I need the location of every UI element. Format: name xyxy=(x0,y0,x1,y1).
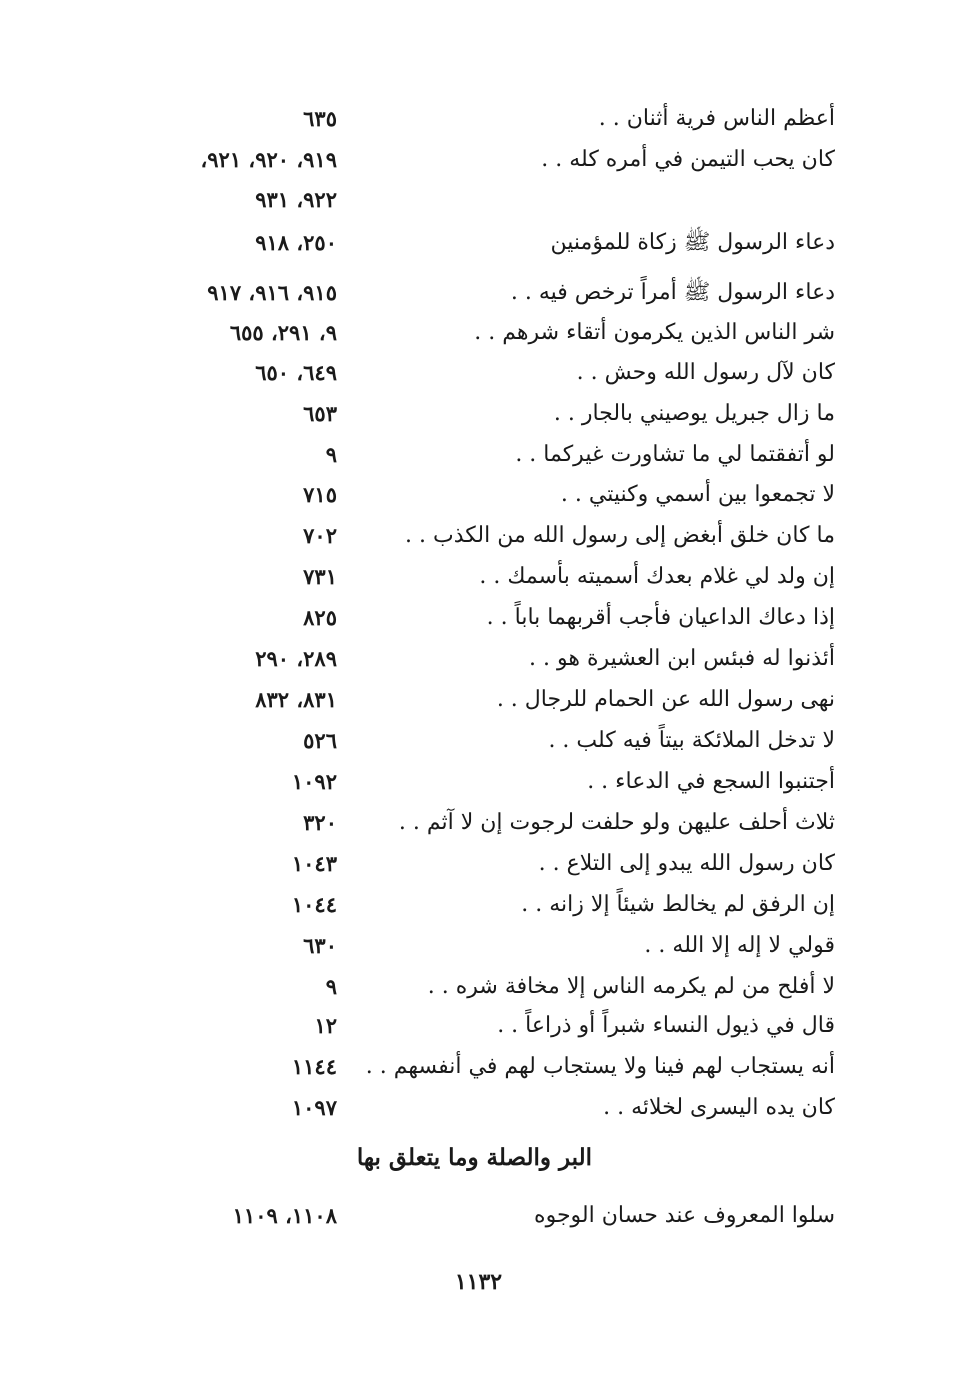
hadith-text: لو أتفقتما لي ما تشاورت غيركما . . xyxy=(515,442,835,467)
hadith-text: لا أفلح من لم يكرمه الناس إلا مخافة شره . . xyxy=(427,974,835,999)
index-entry xyxy=(115,721,835,761)
page-references: ٩١٥، ٩١٦، ٩١٧ xyxy=(207,280,337,305)
hadith-text: كان يده اليسرى لخلائه . . xyxy=(603,1095,835,1120)
page-references: ٨٣١، ٨٣٢ xyxy=(255,687,337,712)
hadith-text: قولي لا إله إلا الله . . xyxy=(644,933,835,958)
hadith-text: ما زال جبريل يوصيني بالجار . . xyxy=(553,401,835,426)
page-references: ٢٥٠، ٩١٨ xyxy=(255,230,337,255)
hadith-text: إن ولد لي غلام بعدك أسميته بأسمك . . xyxy=(479,564,835,589)
page-references: ٣٢٠ xyxy=(303,810,337,835)
index-entry xyxy=(115,516,835,556)
index-entry xyxy=(115,1088,835,1128)
page-references: ٨٢٥ xyxy=(303,605,337,630)
page-references: ٧١٥ xyxy=(303,482,337,507)
hadith-text: أجتنبوا السجع في الدعاء . . xyxy=(587,769,835,794)
index-entry xyxy=(115,435,835,475)
index-entry xyxy=(115,313,835,353)
page-references: ٩٢٢، ٩٣١ xyxy=(255,187,337,212)
index-entry xyxy=(115,223,835,263)
index-entry xyxy=(115,353,835,393)
index-entry xyxy=(115,140,835,180)
hadith-text: إذا دعاك الداعيان فأجب أقربهما باباً . . xyxy=(486,605,835,630)
index-entry xyxy=(115,557,835,597)
page-references: ١٠٩٧ xyxy=(291,1095,337,1120)
hadith-text: قال في ذيول النساء شبراً أو ذراعاً . . xyxy=(497,1013,835,1038)
hadith-text: دعاء الرسول ﷺ أمراً ترخص فيه . . xyxy=(510,280,835,305)
index-entry xyxy=(115,99,835,139)
hadith-text: دعاء الرسول ﷺ زكاة للمؤمنين xyxy=(550,230,835,255)
hadith-text: ثلاث أحلف عليهن ولو حلفت لرجوت إن لا آثم . . xyxy=(398,810,835,835)
hadith-text: شر الناس الذين يكرمون أتقاء شرهم . . xyxy=(474,320,835,345)
page-number: ١١٣٢ xyxy=(454,1269,503,1295)
hadith-text: ما كان خلق أبغض إلى رسول الله من الكذب . . xyxy=(405,523,835,548)
index-entry xyxy=(115,180,835,220)
index-entry xyxy=(115,762,835,802)
index-entry xyxy=(115,844,835,884)
index-entry xyxy=(115,273,835,313)
index-entry xyxy=(115,926,835,966)
index-entry xyxy=(115,885,835,925)
index-entry xyxy=(115,598,835,638)
page-references: ١٠٤٣ xyxy=(291,851,337,876)
page-references: ٩، ٢٩١، ٦٥٥ xyxy=(229,320,337,345)
hadith-text: أنه يستجاب لهم فينا ولا يستجاب لهم في أنفسهم . . xyxy=(365,1054,835,1079)
page-references: ١١٠٨، ١١٠٩ xyxy=(232,1203,337,1228)
page-references: ١١٤٤ xyxy=(291,1054,337,1079)
page-references: ٥٢٦ xyxy=(303,728,337,753)
hadith-text: سلوا المعروف عند حسان الوجوه xyxy=(534,1203,835,1228)
page-references: ١٢ xyxy=(314,1013,337,1038)
page-references: ٢٨٩، ٢٩٠ xyxy=(255,646,337,671)
page-references: ٦٤٩، ٦٥٠ xyxy=(255,360,337,385)
hadith-text: كان لآل رسول الله وحش . . xyxy=(576,360,835,385)
page-references: ٩١٩، ٩٢٠، ٩٢١، xyxy=(200,147,337,172)
hadith-text: إن الرفق لم يخالط شيئاً إلا زانه . . xyxy=(521,892,835,917)
hadith-text: أعظم الناس فرية أثنان . . xyxy=(598,106,835,131)
page-references: ١٠٤٤ xyxy=(291,892,337,917)
page-references: ٦٣٠ xyxy=(303,933,337,958)
index-entry xyxy=(115,967,835,1007)
page-references: ٦٥٣ xyxy=(303,401,337,426)
section-heading: البر والصلة وما يتعلق بها xyxy=(356,1144,592,1171)
hadith-text: لا تجمعوا بين أسمي وكنيتي . . xyxy=(560,482,835,507)
page-references: ٩ xyxy=(325,974,337,999)
index-entry xyxy=(115,1047,835,1087)
hadith-text: كان رسول الله يبدو إلى التلاع . . xyxy=(538,851,835,876)
index-entry xyxy=(115,803,835,843)
index-entry xyxy=(115,1006,835,1046)
page-references: ٩ xyxy=(325,442,337,467)
index-entry xyxy=(115,1196,835,1236)
page-references: ٧٠٢ xyxy=(303,523,337,548)
index-entry xyxy=(115,475,835,515)
page-references: ٦٣٥ xyxy=(303,106,337,131)
hadith-text: نهى رسول الله عن الحمام للرجال . . xyxy=(496,687,835,712)
index-entry xyxy=(115,639,835,679)
hadith-text: كان يحب التيمن في أمره كله . . xyxy=(541,147,835,172)
index-entry xyxy=(115,394,835,434)
hadith-text: أئذنوا له فبئس ابن العشيرة هو . . xyxy=(529,646,835,671)
hadith-text: لا تدخل الملائكة بيتاً فيه كلب . . xyxy=(548,728,835,753)
page-references: ١٠٩٢ xyxy=(291,769,337,794)
page-references: ٧٣١ xyxy=(303,564,337,589)
index-entry xyxy=(115,680,835,720)
